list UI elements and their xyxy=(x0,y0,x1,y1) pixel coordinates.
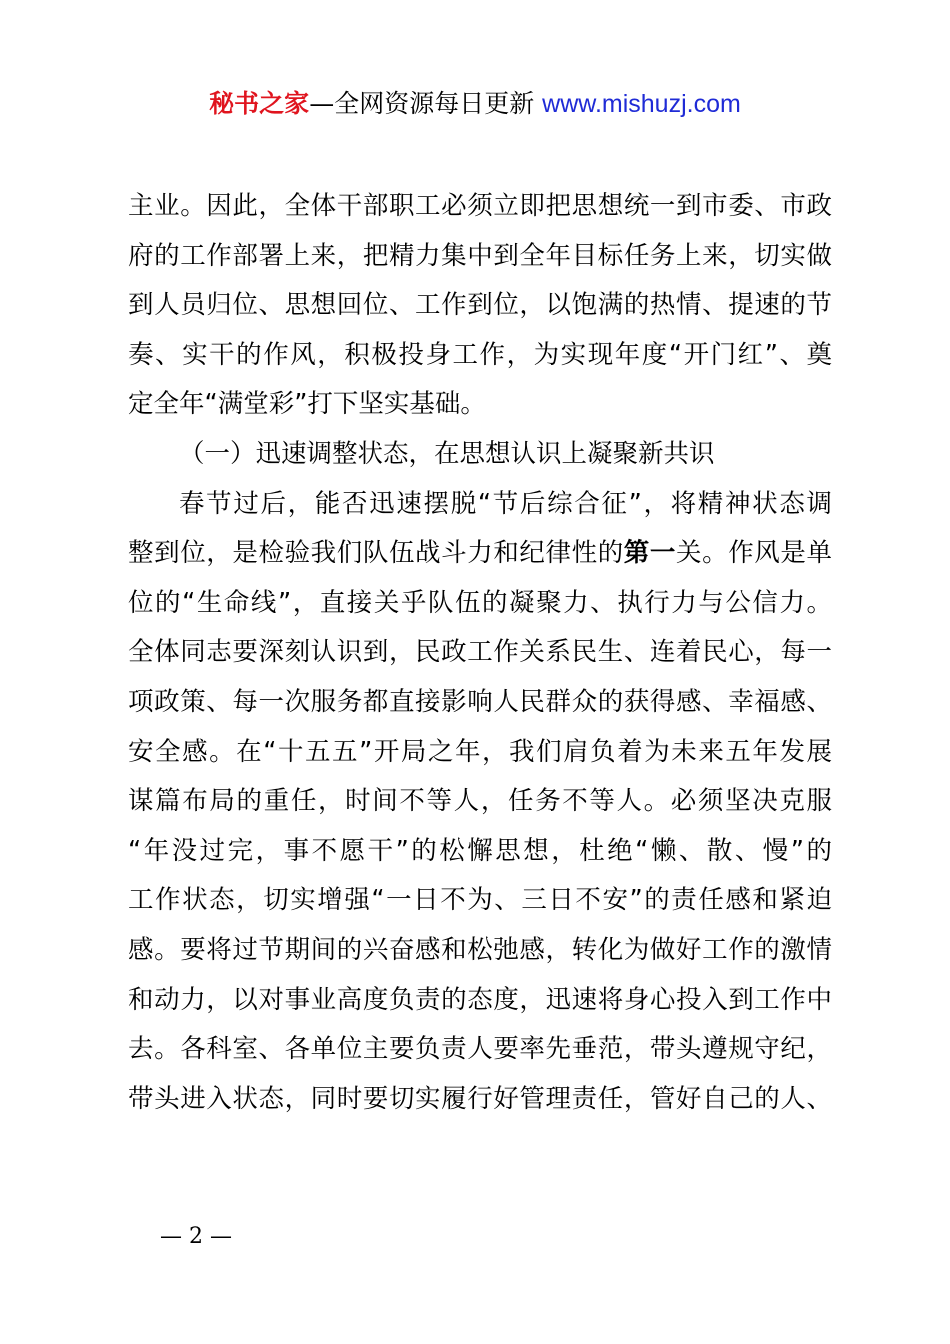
paragraph-1-line: 主业。因此，全体干部职工必须立即把思想统一到市委、市政 xyxy=(128,191,832,221)
paragraph-1-line: 到人员归位、思想回位、工作到位，以饱满的热情、提速的节 xyxy=(128,290,832,321)
page-number: — 2 — xyxy=(160,1224,232,1249)
paragraph-2-text: 整到位，是检验我们队伍战斗力和纪律性的 xyxy=(128,538,624,569)
paragraph-2-line: 全体同志要深刻认识到，民政工作关系民生、连着民心，每一 xyxy=(128,637,832,668)
paragraph-2-line: 位的“生命线”，直接关乎队伍的凝聚力、执行力与公信力。 xyxy=(128,587,832,618)
paragraph-2-line: 春节过后，能否迅速摆脱“节后综合征”，将精神状态调 xyxy=(179,488,832,519)
paragraph-2-line: 安全感。在“十五五”开局之年，我们肩负着为未来五年发展 xyxy=(128,736,832,767)
paragraph-1-line: 定全年“满堂彩”打下坚实基础。 xyxy=(128,389,486,420)
paragraph-2-line: 谋篇布局的重任，时间不等人，任务不等人。必须坚决克服 xyxy=(128,786,832,817)
paragraph-2-line: 项政策、每一次服务都直接影响人民群众的获得感、幸福感、 xyxy=(128,686,832,717)
paragraph-2-line: 和动力，以对事业高度负责的态度，迅速将身心投入到工作中 xyxy=(128,984,832,1015)
paragraph-2-line: 工作状态，切实增强“一日不为、三日不安”的责任感和紧迫 xyxy=(128,885,832,916)
paragraph-2-line: 感。要将过节期间的兴奋感和松弛感，转化为做好工作的激情 xyxy=(128,934,832,965)
paragraph-1-line: 奏、实干的作风，积极投身工作，为实现年度“开门红”、奠 xyxy=(128,339,832,370)
paragraph-2-line: “年没过完，事不愿干”的松懈思想，杜绝“懒、散、慢”的 xyxy=(128,835,832,866)
paragraph-2-line: 去。各科室、各单位主要负责人要率先垂范，带头遵规守纪， xyxy=(128,1034,832,1065)
paragraph-1-line: 府的工作部署上来，把精力集中到全年目标任务上来，切实做 xyxy=(128,240,832,271)
emphasis-text: 第一 xyxy=(623,538,676,569)
header-url-link[interactable]: www.mishuzj.com xyxy=(542,90,741,118)
paragraph-2-text: 关。作风是单 xyxy=(676,538,832,569)
paragraph-2-line: 带头进入状态，同时要切实履行好管理责任，管好自己的人、 xyxy=(128,1083,832,1114)
section-heading: （一）迅速调整状态，在思想认识上凝聚新共识 xyxy=(179,438,715,469)
header-dash: — xyxy=(309,89,335,118)
document-body xyxy=(128,182,832,1124)
header-tagline: 全网资源每日更新 xyxy=(334,89,535,118)
brand-name: 秘书之家 xyxy=(209,89,310,118)
paragraph-2-line xyxy=(128,529,832,579)
site-header xyxy=(0,86,950,122)
